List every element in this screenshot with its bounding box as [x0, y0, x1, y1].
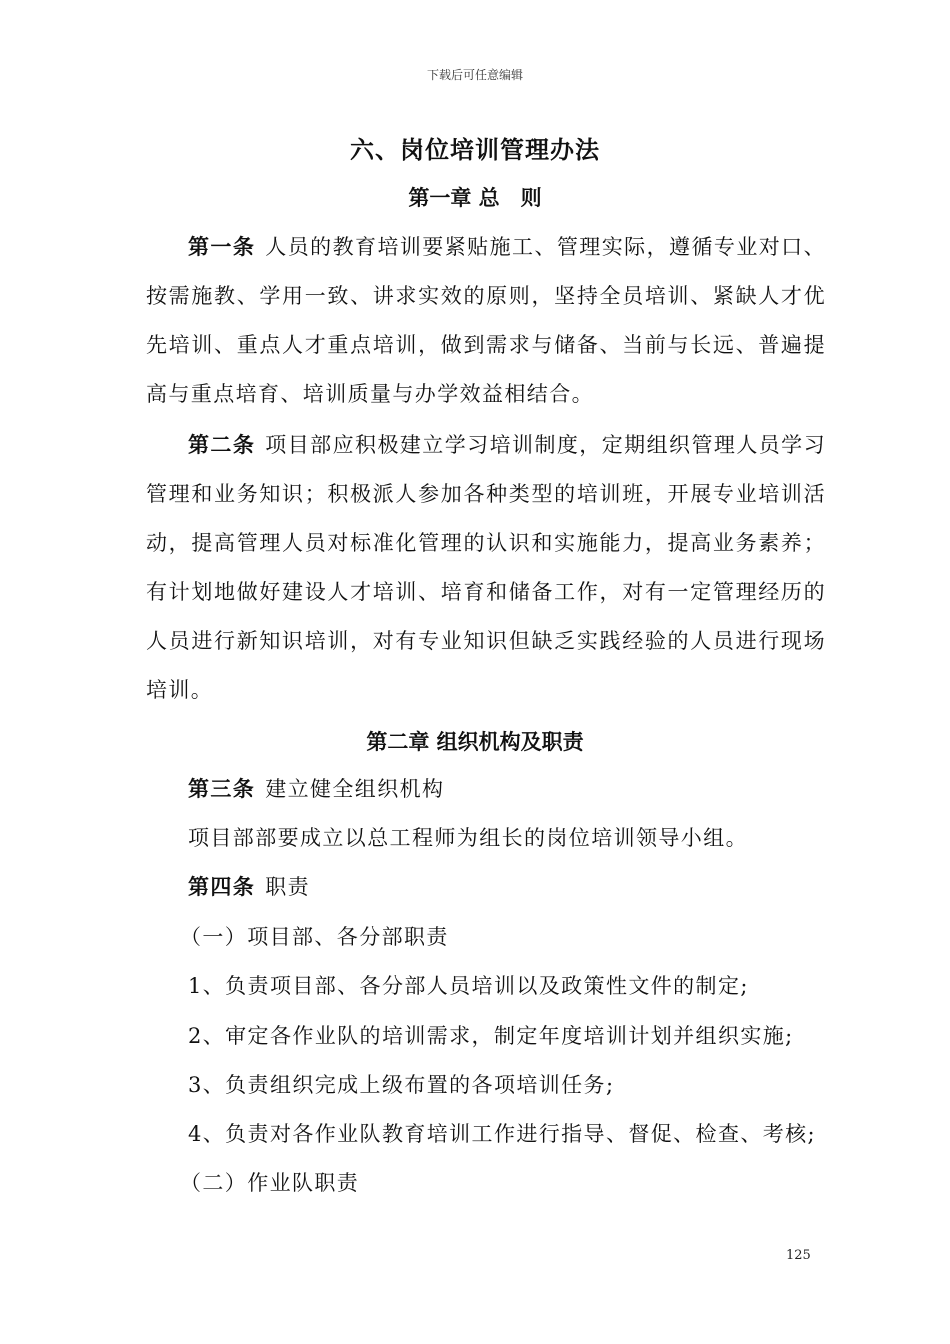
article-1-label: 第一条 — [188, 234, 256, 259]
duty-item-4: 4、负责对各作业队教育培训工作进行指导、督促、检查、考核; — [188, 1122, 817, 1146]
article-2-label: 第二条 — [188, 432, 256, 457]
article-3-text: 建立健全组织机构 — [265, 777, 445, 801]
article-1-paragraph — [146, 222, 826, 419]
chapter-2-heading: 第二章 组织机构及职责 — [366, 729, 584, 754]
article-3-label: 第三条 — [188, 776, 256, 801]
chapter-1-heading: 第一章 总 则 — [408, 185, 542, 210]
section-2-heading: （二）作业队职责 — [180, 1171, 360, 1195]
article-3-body: 项目部部要成立以总工程师为组长的岗位培训领导小组。 — [188, 826, 748, 850]
page-number: 125 — [786, 1248, 811, 1263]
duty-item-3: 3、负责组织完成上级布置的各项培训任务; — [188, 1073, 615, 1097]
article-1-text: 人员的教育培训要紧贴施工、管理实际，遵循专业对口、按需施教、学用一致、讲求实效的原则，坚持全员培训、紧缺人才优先培训、重点人才重点培训，做到需求与储备、当前与长远、普遍提高与重点培育、培训质量与办学效益相结合。 — [146, 235, 827, 406]
section-1-heading: （一）项目部、各分部职责 — [180, 925, 449, 949]
duty-item-2: 2、审定各作业队的培训需求，制定年度培训计划并组织实施; — [188, 1024, 794, 1048]
article-4-text: 职责 — [265, 875, 311, 899]
article-4-line — [188, 872, 310, 902]
article-2-text: 项目部应积极建立学习培训制度，定期组织管理人员学习管理和业务知识；积极派人参加各种类型的培训班，开展专业培训活动，提高管理人员对标准化管理的认识和实施能力，提高业务素养；有计划地做好建设人才培训、培育和储备工作，对有一定管理经历的人员进行新知识培训，对有专业知识但缺乏实践经验的人员进行现场培训。 — [146, 433, 827, 702]
duty-item-1: 1、负责项目部、各分部人员培训以及政策性文件的制定; — [188, 974, 749, 998]
article-3-line — [188, 774, 444, 804]
page-header-note: 下载后可任意编辑 — [426, 68, 523, 82]
article-4-label: 第四条 — [188, 874, 256, 899]
article-2-paragraph — [146, 420, 826, 715]
document-title: 六、岗位培训管理办法 — [350, 135, 600, 164]
